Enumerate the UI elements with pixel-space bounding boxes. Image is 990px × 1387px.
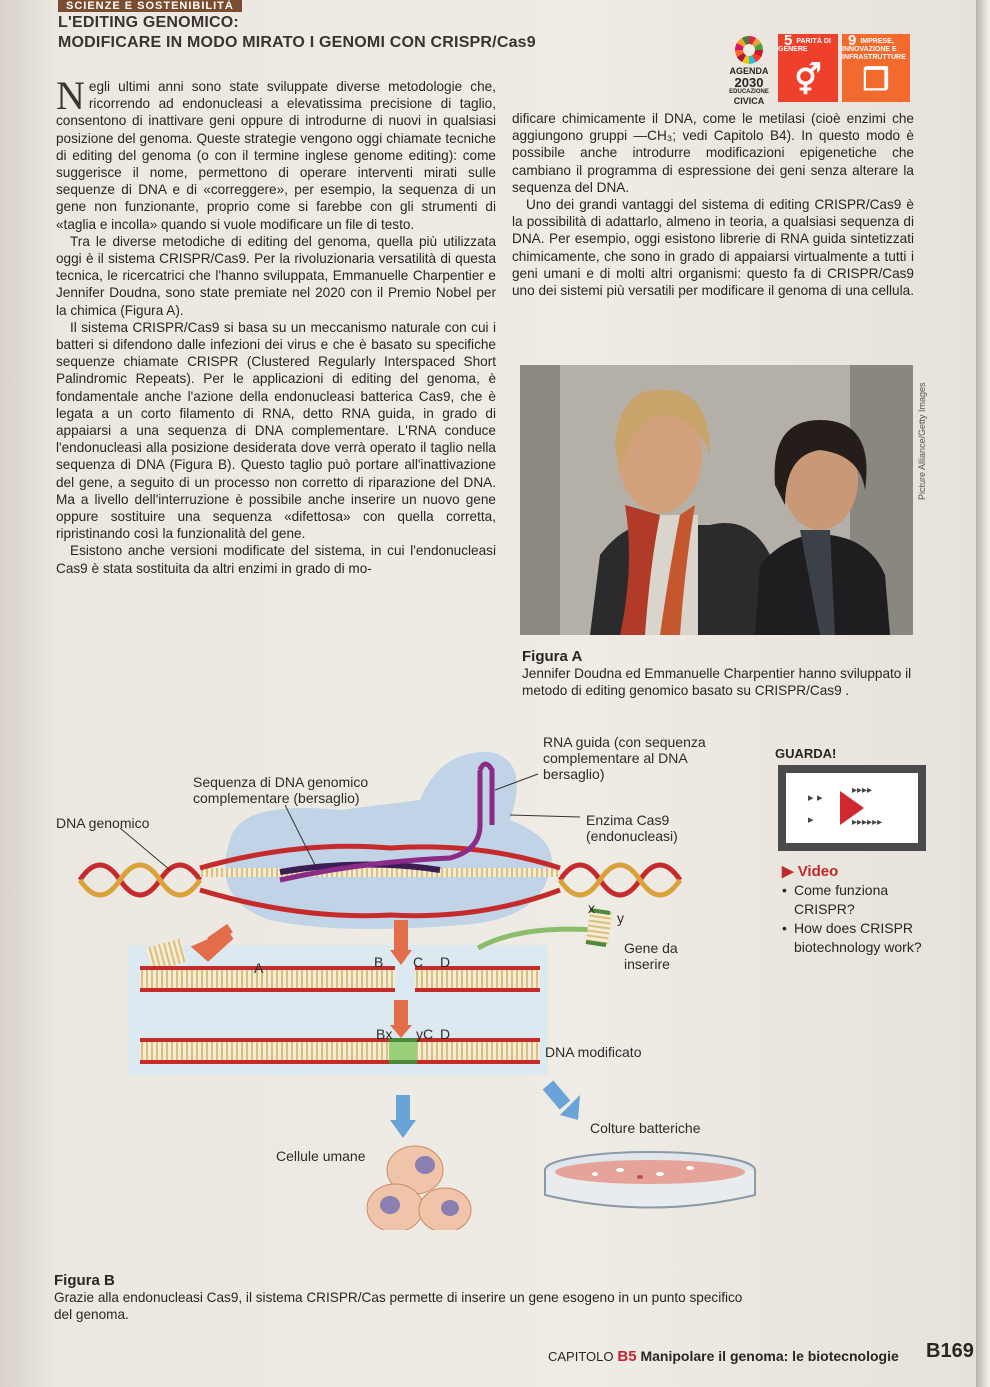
- video-thumbnail[interactable]: [778, 765, 926, 851]
- sdg-goal-9-badge: 9 IMPRESE, INNOVAZIONE E INFRASTRUTTURE ❒: [842, 34, 910, 102]
- left-column: [56, 73, 496, 577]
- article-title-line2: MODIFICARE IN MODO MIRATO I GENOMI CON CRISPR/Cas9: [58, 34, 536, 51]
- modified-dna: [140, 1040, 540, 1062]
- svg-text:▸▸▸▸: ▸▸▸▸: [852, 785, 873, 796]
- label-dna-genomico: DNA genomico: [56, 815, 150, 831]
- play-icon[interactable]: [786, 773, 918, 843]
- label-enzima-cas9: Enzima Cas9 (endonucleasi): [586, 812, 678, 844]
- gender-equality-icon: ⚥: [794, 64, 822, 97]
- label-colture-batteriche: Colture batteriche: [590, 1120, 701, 1136]
- drop-cap: N: [56, 73, 85, 118]
- video-list: [782, 862, 952, 957]
- figure-b-label: Figura B: [54, 1272, 115, 1289]
- cut-dna-right: [415, 968, 540, 990]
- svg-text:▸: ▸: [808, 813, 814, 826]
- video-play-icon: ▶: [782, 863, 798, 880]
- figure-b-caption: Figura B Grazie alla endonucleasi Cas9, il sistema CRISPR/Cas permette di inserire un gene esogeno in un punto specifico del genoma.: [54, 1272, 743, 1322]
- right-column: [512, 110, 914, 299]
- label-rna-guida: RNA guida (con sequenza complementare al DNA bersaglio): [543, 734, 706, 782]
- article-title-line1: L'EDITING GENOMICO:: [58, 14, 239, 31]
- infrastructure-cubes-icon: ❒: [862, 64, 890, 97]
- label-cellule-umane: Cellule umane: [276, 1148, 366, 1164]
- label-y: y: [617, 910, 624, 926]
- figure-a-label: Figura A: [522, 648, 583, 665]
- agenda-2030-badge: AGENDA 2030 EDUCAZIONE CIVICA: [725, 36, 773, 100]
- paragraph-3: Il sistema CRISPR/Cas9 si basa su un meccanismo naturale con cui i batteri si difendono dalle infezioni dei virus e che è basato su specifiche sequenze chiamate CRISPR (Clustered Regularly Interspaced Short Palindromic Repeats). Per le applicazioni di editing del genoma, è fondamentale anche l'azione della endonucleasi batterica Cas9, che è legata a un corto filamento di RNA, detto RNA guida, in grado di appaiarsi a una sequenza di DNA complementare. L'RNA conduce l'endonucleasi alla posizione desiderata dove verrà operato il taglio nella sequenza di DNA (Figura B). Questo taglio può portare all'inattivazione del gene, a seguito di un processo non corretto di riparazione del DNA. Ma a livello dell'interruzione è possibile anche inserire un nuovo gene oppure sostituire una sequenza «difettosa» con quella corretta, ripristinando così la funzionalità del gene.: [56, 319, 496, 542]
- dna-helix-left: [80, 865, 200, 895]
- dna-rungs-top: [200, 868, 560, 877]
- label-dna-modificato: DNA modificato: [545, 1044, 642, 1060]
- page-footer: CAPITOLO B5 Manipolare il genoma: le biotecnologie: [548, 1348, 899, 1365]
- photo-credit: Picture Alliance/Getty Images: [917, 382, 927, 500]
- guarda-heading: GUARDA!: [775, 746, 837, 761]
- svg-text:▸▸▸▸▸▸: ▸▸▸▸▸▸: [852, 817, 883, 828]
- label-a: A: [254, 960, 264, 976]
- paragraph-5: dificare chimicamente il DNA, come le metilasi (cioè enzimi che aggiungono gruppi —CH₃; vedi Capitolo B4). In questo modo è possibile anche introdurre modificazioni epigenetiche che cambiano il programma di espressione dei geni senza alterare la sequenza del DNA.: [512, 111, 914, 195]
- video-link[interactable]: ▶ Video: [782, 863, 839, 880]
- paragraph-4: Esistono anche versioni modificate del sistema, in cui l'endonucleasi Cas9 è stata sostituita da altri enzimi in grado di mo-: [56, 543, 496, 576]
- page-edge: [976, 0, 990, 1387]
- label-x: x: [588, 900, 595, 916]
- paragraph-6: Uno dei grandi vantaggi del sistema di editing CRISPR/Cas9 è la possibilità di adattarlo, almeno in teoria, a qualsiasi sequenza di DNA. Per esempio, oggi esistono librerie di RNA guida sintetizzati chimicamente, che sono in grado di appaiarsi virtualmente a tutti i geni umani e di molti altri organismi: questo fa di CRISPR/Cas9 uno dei sistemi più versatili per modificare il genoma di una cellula.: [512, 197, 914, 299]
- video-item-2[interactable]: • How does CRISPR biotechnology work?: [782, 919, 952, 957]
- section-banner: SCIENZE E SOSTENIBILITÀ: [58, 0, 242, 12]
- label-d: D: [440, 954, 451, 970]
- label-b: B: [374, 954, 384, 970]
- figure-a-caption: Figura A Jennifer Doudna ed Emmanuelle Charpentier hanno sviluppato il metodo di editing genomico basato su CRISPR/Cas9 .: [522, 648, 912, 698]
- sdg-goal-5-badge: 5 PARITÀ DI GENERE ⚥: [778, 34, 838, 102]
- paragraph-2: Tra le diverse metodiche di editing del genoma, quella più utilizzata oggi è il sistema CRISPR/Cas9. Per la rivoluzionaria versatilità di questa tecnica, le ricercatrici che l'hanno sviluppata, Emmanuelle Charpentier e Jennifer Doudna, sono state premiate nel 2020 con il Premio Nobel per la chimica (Figura A).: [56, 233, 496, 318]
- label-c: C: [413, 954, 424, 970]
- dna-helix-right: [560, 865, 680, 895]
- svg-text:▸ ▸: ▸ ▸: [808, 791, 823, 804]
- cut-dna-left: [140, 968, 395, 990]
- nobel-laureates-photo-illustration: [520, 365, 913, 635]
- figure-a-photo: [520, 365, 913, 635]
- label-yc: yC: [416, 1026, 434, 1042]
- crispr-cas9-diagram: [40, 730, 780, 1230]
- video-item-1[interactable]: • Come funziona CRISPR?: [782, 881, 952, 919]
- page-number: B169: [926, 1340, 974, 1362]
- label-gene-da-inserire: Gene da inserire: [624, 940, 678, 972]
- label-bx: Bx: [376, 1026, 393, 1042]
- label-d2: D: [440, 1026, 451, 1042]
- label-sequenza-bersaglio: Sequenza di DNA genomico complementare (bersaglio): [193, 774, 369, 806]
- sdg-wheel-icon: [735, 36, 763, 64]
- paragraph-1: egli ultimi anni sono state sviluppate diverse metodologie che, ricorrendo ad endonucleasi a elevatissima precisione di taglio, consentono di inattivare geni oppure di introdurne di nuovi in qualsiasi posizione del genoma. Queste strategie vengono oggi chiamate tecniche di editing del genoma (o con il termine inglese genome editing): come suggerisce il nome, permettono di operare interventi mirati sulle sequenze di DNA e di «correggere», per esempio, la sequenza di un gene non funzionante, proprio come si farebbe con gli strumenti di «taglia e incolla» quando si vuole modificare un file di testo.: [56, 79, 496, 232]
- arrow-to-bacteria: [548, 1085, 565, 1105]
